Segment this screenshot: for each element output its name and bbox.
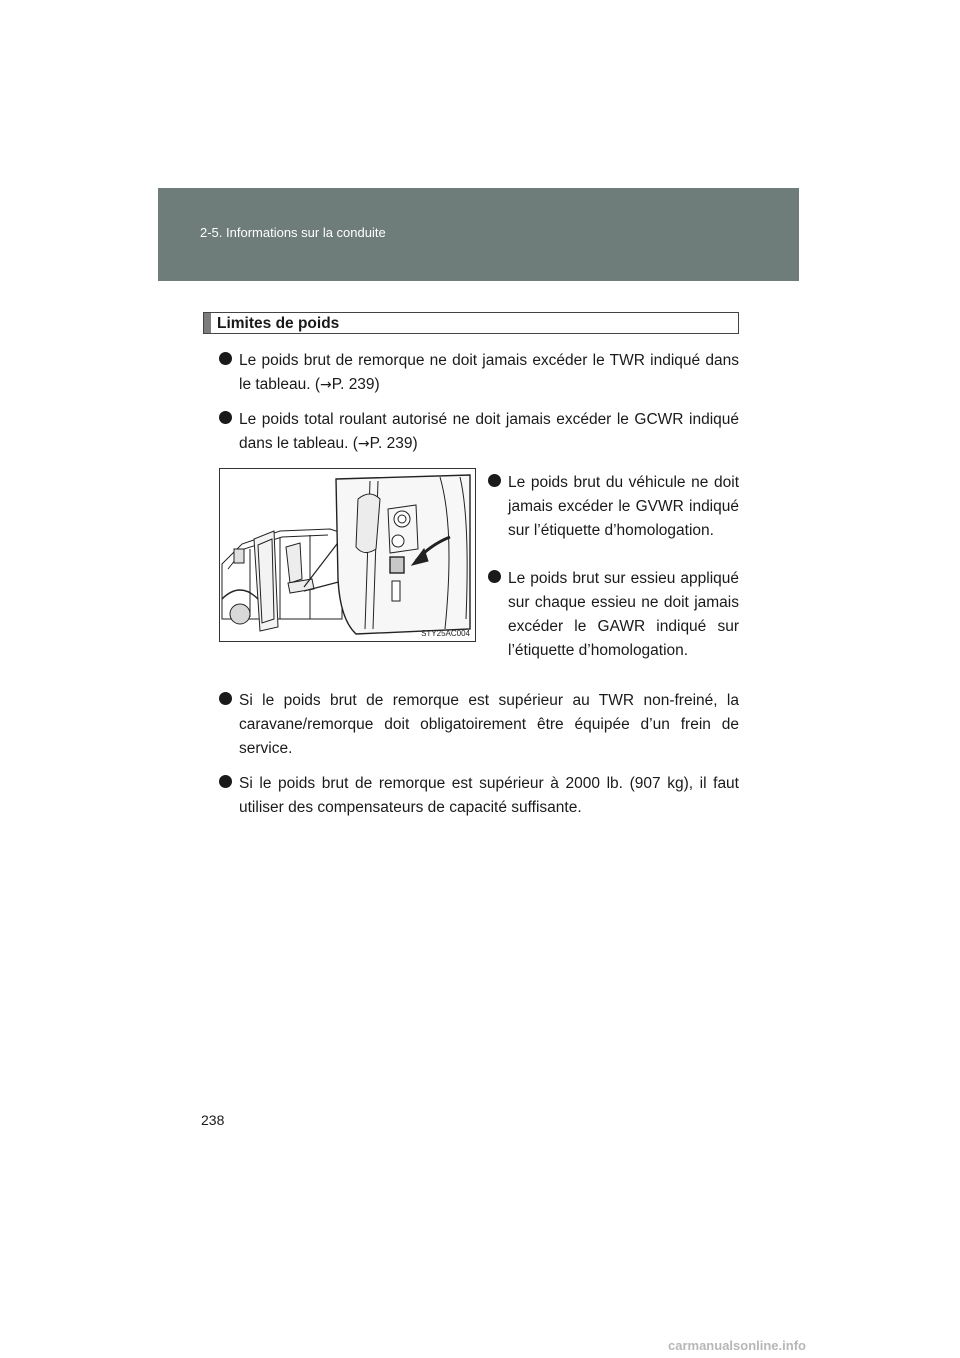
bullet-brake — [219, 689, 739, 763]
figure-code: STY25AC004 — [421, 629, 470, 638]
bullet-text: Le poids brut de remorque ne doit jamais excéder le TWR indiqué dans le tableau. ( — [239, 352, 739, 393]
arrow-icon: → — [320, 377, 332, 393]
section-title-bar — [204, 313, 211, 333]
bullet-dot — [219, 775, 232, 788]
page-number: 238 — [201, 1112, 225, 1128]
bullet-text: Si le poids brut de remorque est supérieur au TWR non-freiné, la caravane/remorque doit obligatoirement être équipée d’un frein de service. — [239, 692, 739, 757]
bullet-dot — [488, 474, 501, 487]
bullet-gcwr — [219, 408, 739, 458]
bullet-compensators — [219, 772, 739, 822]
bullet-text: Le poids brut sur essieu appliqué sur chaque essieu ne doit jamais excéder le GAWR indiqué sur l’étiquette d’homologation. — [508, 570, 739, 659]
bullet-dot — [219, 692, 232, 705]
bullet-text: Le poids total roulant autorisé ne doit jamais excéder le GCWR indiqué dans le tableau. ( — [239, 411, 739, 452]
bullet-dot — [219, 352, 232, 365]
watermark: carmanualsonline.info — [668, 1338, 806, 1353]
section-title-box — [203, 312, 739, 334]
page-reference: P. 239) — [369, 435, 418, 452]
bullet-dot — [219, 411, 232, 424]
section-breadcrumb: 2-5. Informations sur la conduite — [200, 225, 386, 240]
bullet-dot — [488, 570, 501, 583]
bullet-twr — [219, 349, 739, 399]
bullet-text: Le poids brut du véhicule ne doit jamais excéder le GVWR indiqué sur l’étiquette d’homologation. — [508, 474, 739, 539]
certification-label-figure — [219, 468, 476, 642]
bullet-gawr — [488, 567, 739, 687]
arrow-icon: → — [357, 436, 370, 452]
bullet-text: Si le poids brut de remorque est supérieur à 2000 lb. (907 kg), il faut utiliser des compensateurs de capacité suffisante. — [239, 775, 739, 816]
section-title: Limites de poids — [217, 315, 340, 332]
bullet-gvwr — [488, 471, 739, 567]
vehicle-door-illustration — [220, 469, 477, 643]
page-reference: P. 239) — [331, 376, 380, 393]
